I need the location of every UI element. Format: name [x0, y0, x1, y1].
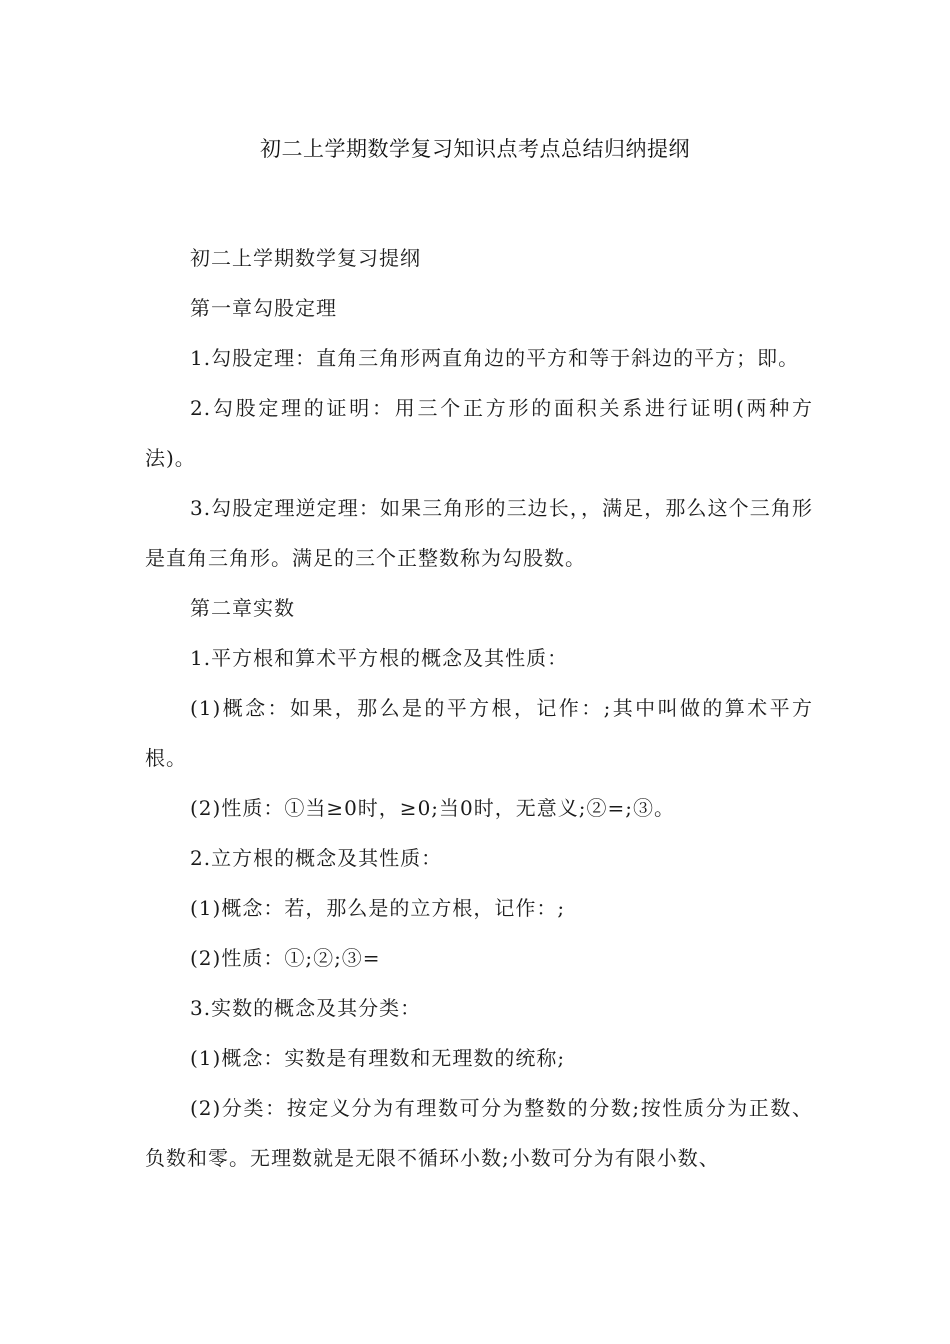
paragraph-cube-root-properties: (2)性质：①;②;③=	[190, 946, 381, 970]
paragraph-pythagorean-theorem: 1.勾股定理：直角三角形两直角边的平方和等于斜边的平方；即。	[190, 346, 800, 370]
paragraph-real-number-classification: (2)分类：按定义分为有理数可分为整数的分数;按性质分为正数、负数和零。无理数就是无限不循环小数;小数可分为有限小数、	[145, 1096, 813, 1170]
paragraph-real-number-concept: (1)概念：实数是有理数和无理数的统称;	[190, 1046, 566, 1070]
document-title: 初二上学期数学复习知识点考点总结归纳提纲	[260, 137, 690, 161]
paragraph-converse-theorem: 3.勾股定理逆定理：如果三角形的三边长，，满足，那么这个三角形是直角三角形。满足的三个正整数称为勾股数。	[145, 496, 813, 570]
paragraph-cube-root-heading: 2.立方根的概念及其性质：	[190, 846, 443, 870]
paragraph-square-root-heading: 1.平方根和算术平方根的概念及其性质：	[190, 646, 569, 670]
paragraph-square-root-properties: (2)性质：①当≥0时，≥0;当0时，无意义;②=;③。	[190, 796, 675, 820]
paragraph-square-root-concept: (1)概念：如果，那么是的平方根，记作：;其中叫做的算术平方根。	[145, 696, 813, 770]
document-body	[145, 233, 813, 1183]
paragraph-outline-title: 初二上学期数学复习提纲	[190, 246, 421, 270]
paragraph-chapter-2-heading: 第二章实数	[190, 596, 295, 620]
paragraph-chapter-1-heading: 第一章勾股定理	[190, 296, 337, 320]
paragraph-cube-root-concept: (1)概念：若，那么是的立方根，记作：;	[190, 896, 566, 920]
paragraph-real-number-heading: 3.实数的概念及其分类：	[190, 996, 422, 1020]
paragraph-theorem-proof: 2.勾股定理的证明：用三个正方形的面积关系进行证明(两种方法)。	[145, 396, 813, 470]
